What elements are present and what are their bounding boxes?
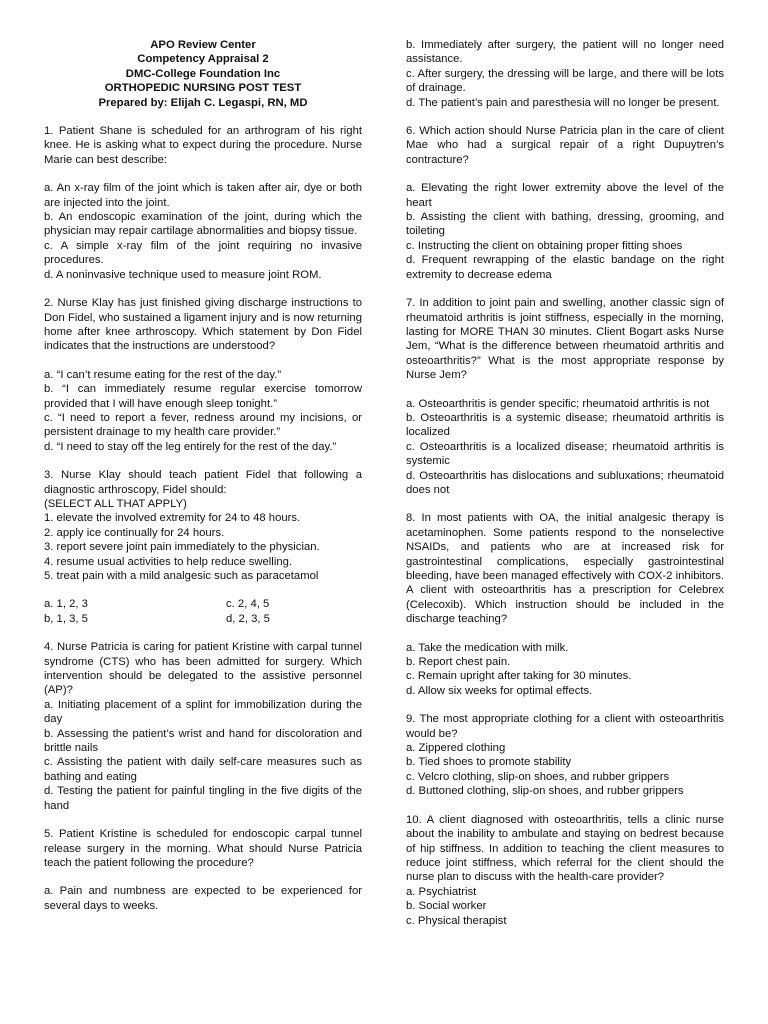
option-d: d. Frequent rewrapping of the elastic bandage on the right extremity to decrease edema — [406, 254, 724, 281]
header-line-5: Prepared by: Elijah C. Legaspi, RN, MD — [98, 96, 308, 109]
question-8 — [406, 511, 724, 698]
option-c: c. Physical therapist — [406, 914, 507, 927]
option-c: c. A simple x-ray film of the joint requiring no invasive procedures. — [44, 239, 362, 267]
document-header — [44, 38, 362, 110]
option-a: a. Take the medication with milk. — [406, 641, 569, 654]
question-5 — [44, 827, 362, 913]
option-d: d. Allow six weeks for optimal effects. — [406, 684, 593, 697]
header-line-2: Competency Appraisal 2 — [137, 53, 269, 66]
select-all-note: (SELECT ALL THAT APPLY) — [44, 497, 187, 510]
question-stem: 1. Patient Shane is scheduled for an arthrogram of his right knee. He is asking what to expect during the procedure. Nurse Marie can best describe: — [44, 125, 362, 166]
option-d: d. Osteoarthritis has dislocations and subluxations; rheumatoid does not — [406, 469, 724, 496]
header-line-1: APO Review Center — [150, 39, 256, 51]
option-b: b, 1, 3, 5 — [44, 612, 88, 625]
question-stem: 4. Nurse Patricia is caring for patient Kristine with carpal tunnel syndrome (CTS) who has been admitted for surgery. Which intervention should be delegated to the assistive personnel (AP)? — [44, 641, 362, 697]
option-c: c. Remain upright after taking for 30 minutes. — [406, 670, 632, 683]
option-b: b. “I can immediately resume regular exercise tomorrow provided that I will have enough sleep tonight.” — [44, 383, 362, 410]
option-c: c. Assisting the patient with daily self-care measures such as bathing and eating — [44, 756, 362, 783]
header-line-3: DMC-College Foundation Inc — [125, 67, 281, 80]
option-c: c. Osteoarthritis is a localized disease; rheumatoid arthritis is systemic — [406, 440, 724, 468]
question-4 — [44, 640, 362, 813]
question-10 — [406, 813, 724, 928]
question-6 — [406, 124, 724, 282]
option-c: c. After surgery, the dressing will be large, and there will be lots of drainage. — [406, 67, 724, 95]
option-c: c. “I need to report a fever, redness around my incisions, or persistent drainage to my health care provider.” — [44, 411, 362, 439]
option-d: d, 2, 3, 5 — [226, 612, 270, 625]
option-c: c. Velcro clothing, slip-on shoes, and rubber grippers — [406, 770, 670, 783]
option-d: d. “I need to stay off the leg entirely for the rest of the day.” — [44, 440, 337, 453]
option-c: c. 2, 4, 5 — [226, 598, 270, 611]
question-2 — [44, 296, 362, 454]
option-d: d. Buttoned clothing, slip-on shoes, and rubber grippers — [406, 785, 684, 798]
question-stem: 3. Nurse Klay should teach patient Fidel that following a diagnostic arthroscopy, Fidel should: — [44, 469, 362, 496]
question-stem: 2. Nurse Klay has just finished giving discharge instructions to Don Fidel, who sustained a ligament injury and is now returning home after knee arthroscopy. Which statement by Don Fidel indicates that the instructions are understood? — [44, 297, 362, 353]
option-a: a. Osteoarthritis is gender specific; rheumatoid arthritis is not — [406, 397, 710, 410]
option-a: a. Pain and numbness are expected to be experienced for several days to weeks. — [44, 885, 362, 912]
header-line-4: ORTHOPEDIC NURSING POST TEST — [104, 82, 302, 95]
option-b: b. Assessing the patient’s wrist and hand for discoloration and brittle nails — [44, 727, 362, 755]
option-a: a. Zippered clothing — [406, 742, 506, 755]
option-d: d. A noninvasive technique used to measure joint ROM. — [44, 268, 322, 281]
question-stem: 7. In addition to joint pain and swelling, another classic sign of rheumatoid arthritis is joint stiffness, especially in the morning, lasting for MORE THAN 30 minutes. Client Bogart asks Nurse Jem, “What is the difference between rheumatoid arthritis and osteoarthritis?” What is the most appropriate response by Nurse Jem? — [406, 297, 724, 382]
option-d: d. The patient’s pain and paresthesia will no longer be present. — [406, 96, 720, 109]
option-a: a. An x-ray film of the joint which is taken after air, dye or both are injected into the joint. — [44, 182, 362, 209]
option-b: b. Immediately after surgery, the patient will no longer need assistance. — [406, 39, 724, 66]
right-column — [406, 38, 724, 942]
question-3 — [44, 468, 362, 626]
option-b: b. Osteoarthritis is a systemic disease; rheumatoid arthritis is localized — [406, 411, 724, 439]
option-b: b. Social worker — [406, 900, 487, 913]
option-b: b. An endoscopic examination of the joint, during which the physician may repair cartilage abnormalities and biopsy tissue. — [44, 211, 362, 238]
question-9 — [406, 712, 724, 798]
option-b: b. Tied shoes to promote stability — [406, 756, 572, 769]
option-b: b. Report chest pain. — [406, 656, 511, 669]
option-d: d. Testing the patient for painful tingling in the five digits of the hand — [44, 785, 362, 812]
option-a: a. Elevating the right lower extremity above the level of the heart — [406, 182, 724, 209]
left-column — [44, 38, 362, 927]
item-5: 5. treat pain with a mild analgesic such as paracetamol — [44, 570, 319, 582]
question-5-continued — [406, 38, 724, 110]
answer-choices — [44, 597, 362, 626]
item-1: 1. elevate the involved extremity for 24 to 48 hours. — [44, 512, 301, 525]
option-a: a. “I can’t resume eating for the rest of the day.” — [44, 368, 282, 381]
option-a: a. Initiating placement of a splint for immobilization during the day — [44, 698, 362, 726]
question-1 — [44, 124, 362, 282]
item-2: 2. apply ice continually for 24 hours. — [44, 526, 225, 539]
item-3: 3. report severe joint pain immediately to the physician. — [44, 541, 320, 554]
item-4: 4. resume usual activities to help reduce swelling. — [44, 555, 293, 568]
question-stem: 8. In most patients with OA, the initial analgesic therapy is acetaminophen. Some patients respond to the nonselective NSAIDs, and patients who are at increased risk for gastrointestinal complications, especially gastrointestinal bleeding, have been managed effectively with COX-2 inhibitors. A client with osteoarthritis has a prescription for Celebrex (Celecoxib). Which instruction should be included in the discharge teaching? — [406, 512, 724, 626]
option-a: a. Psychiatrist — [406, 885, 477, 898]
question-stem: 6. Which action should Nurse Patricia plan in the care of client Mae who had a surgical repair of a right Dupuytren’s contracture? — [406, 125, 724, 166]
question-7 — [406, 296, 724, 497]
question-stem: 10. A client diagnosed with osteoarthritis, tells a clinic nurse about the inability to ambulate and staying on bedrest because of hip stiffness. In addition to teaching the client measures to reduce joint stiffness, which referral for the client should the nurse plan to discuss with the health-care provider? — [406, 813, 724, 884]
question-stem: 5. Patient Kristine is scheduled for endoscopic carpal tunnel release surgery in the morning. What should Nurse Patricia teach the patient following the procedure? — [44, 828, 362, 869]
option-a: a. 1, 2, 3 — [44, 598, 88, 611]
question-stem: 9. The most appropriate clothing for a client with osteoarthritis would be? — [406, 713, 724, 740]
option-c: c. Instructing the client on obtaining proper fitting shoes — [406, 239, 683, 252]
option-b: b. Assisting the client with bathing, dressing, grooming, and toileting — [406, 211, 724, 238]
